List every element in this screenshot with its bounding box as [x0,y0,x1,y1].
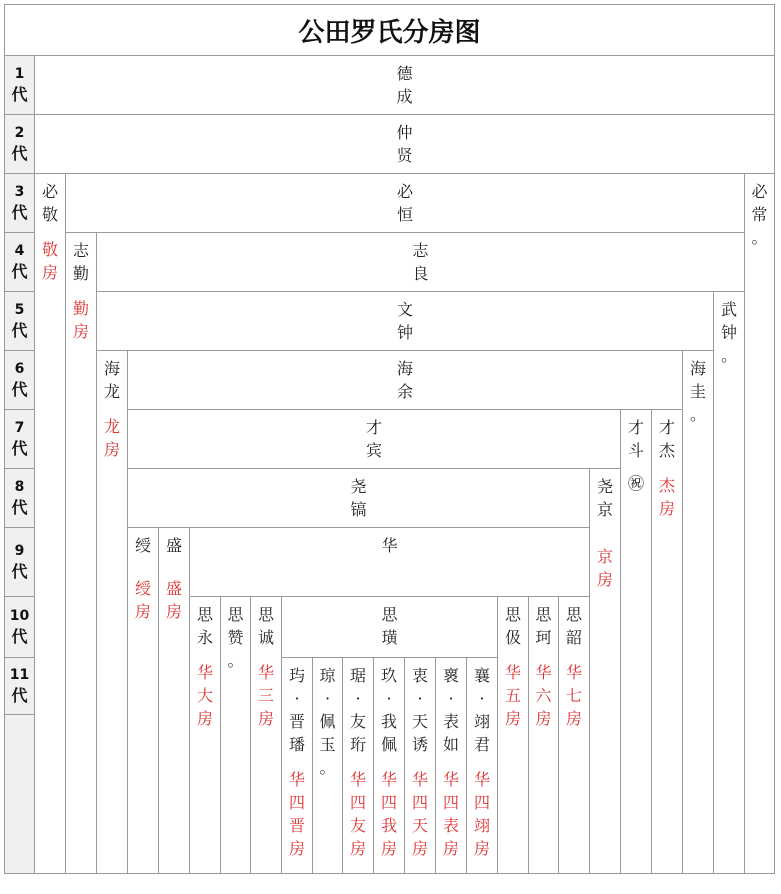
person-sheng [158,527,190,874]
generation-10 [4,596,35,658]
person-g11-6 [435,657,467,874]
person-name: 尧 镐 [350,477,367,519]
generation-unit: 代 [11,203,28,222]
person-name: 志 勤 [72,241,89,283]
person-wenzhong [96,291,714,351]
person-name: 玙 · 晋 璠 [288,666,305,754]
generation-unit: 代 [11,85,28,104]
person-name: 才 杰 [658,418,675,460]
person-name: 襄 · 翊 君 [473,666,490,754]
person-sicheng [250,596,282,874]
person-name: 琼 · 佩 玉 [319,666,336,754]
generation-2 [4,114,35,174]
generation-unit: 代 [11,686,28,705]
generation-4 [4,232,35,292]
generation-number: 6 [14,361,25,377]
branch-label: 勤 房 [72,299,89,341]
person-name: 海 余 [396,359,413,401]
person-zhiqin [65,232,97,874]
person-name: 才 宾 [365,418,382,460]
generation-column-filler [4,714,35,874]
generation-unit: 代 [11,498,28,517]
branch-label: 华 四 我 房 [380,770,397,858]
person-zhiliang [96,232,745,292]
person-name: 必 恒 [396,182,413,224]
person-name: 尧 京 [596,477,613,519]
person-bichang [744,173,775,874]
person-decheng [34,55,775,115]
branch-label: 华 四 晋 房 [288,770,305,858]
person-name: 仲 贤 [396,123,413,165]
generation-6 [4,350,35,410]
branch-label: 华 三 房 [257,663,274,728]
person-siji [281,596,498,658]
branch-label: 华 五 房 [504,663,521,728]
generation-unit: 代 [11,144,28,163]
person-name: 华 [381,536,398,555]
branch-label: 盛 房 [165,579,182,621]
person-name: 琚 · 友 珩 [349,666,366,754]
person-name: 褱 · 表 如 [442,666,459,754]
branch-label: 华 四 表 房 [442,770,459,858]
branch-label: 杰 房 [658,476,675,518]
branch-label: 华 四 天 房 [411,770,428,858]
generation-number: 1 [14,66,25,82]
person-sishao [558,596,590,874]
person-name: 必 敬 [41,182,58,224]
person-hua [189,527,590,597]
person-biheng [65,173,745,233]
branch-label: 龙 房 [103,417,120,459]
generation-unit: 代 [11,562,28,581]
note-mark: ㊗ [627,474,644,493]
person-name: 才 斗 [627,418,644,460]
branch-label: 华 六 房 [535,663,552,728]
person-wuzhong [713,291,745,874]
generation-number: 10 [9,608,30,624]
person-g11-2 [312,657,343,874]
generation-unit: 代 [11,439,28,458]
person-name: 必 常 [751,182,768,224]
generation-8 [4,468,35,528]
generation-7 [4,409,35,469]
person-name: 思 珂 [535,605,552,647]
person-haigui [682,350,714,874]
branch-label: 京 房 [596,547,613,589]
note-mark: 。 [227,651,244,670]
person-sike [528,596,559,874]
person-caibin [127,409,621,469]
note-mark: 。 [751,228,768,247]
person-name: 思 永 [196,605,213,647]
chart-title [4,4,775,56]
person-name: 绶 [134,536,151,555]
person-name: 玖 · 我 佩 [380,666,397,754]
generation-number: 11 [9,667,30,683]
person-name: 思 赞 [227,605,244,647]
note-mark: 。 [689,405,706,424]
generation-unit: 代 [11,380,28,399]
person-g11-7 [466,657,498,874]
person-g11-4 [373,657,405,874]
generation-1 [4,55,35,115]
generation-number: 5 [14,302,25,318]
person-name: 德 成 [396,64,413,106]
person-yaogao [127,468,590,528]
branch-label: 华 大 房 [196,663,213,728]
person-name: 盛 [165,536,182,555]
person-caijie [651,409,683,874]
person-sizan [220,596,251,874]
title-text: 公田罗氏分房图 [298,17,481,48]
person-name: 衷 · 天 诱 [411,666,428,754]
person-siji2 [497,596,529,874]
person-yaojing [589,468,621,874]
person-caidou [620,409,652,874]
generation-number: 3 [14,184,25,200]
person-haiyu [127,350,683,410]
note-mark: 。 [319,758,336,777]
person-name: 思 璜 [381,605,398,647]
person-name: 思 伋 [504,605,521,647]
person-bijing [34,173,66,874]
person-g11-5 [404,657,436,874]
branch-label: 华 四 翊 房 [473,770,490,858]
branch-label: 敬 房 [41,240,58,282]
person-hailong [96,350,128,874]
person-name: 海 圭 [689,359,706,401]
person-name: 海 龙 [103,359,120,401]
person-name: 文 钟 [396,300,413,342]
person-name: 志 良 [412,241,429,283]
generation-unit: 代 [11,262,28,281]
person-name: 思 诚 [257,605,274,647]
person-name: 思 韶 [565,605,582,647]
generation-5 [4,291,35,351]
generation-number: 4 [14,243,25,259]
generation-number: 9 [14,543,25,559]
person-siyong [189,596,221,874]
generation-unit: 代 [11,321,28,340]
branch-label: 华 四 友 房 [349,770,366,858]
person-g11-1 [281,657,313,874]
person-g11-3 [342,657,374,874]
generation-11 [4,657,35,715]
branch-label: 华 七 房 [565,663,582,728]
generation-number: 7 [14,420,25,436]
generation-3 [4,173,35,233]
branch-label: 绶 房 [134,579,151,621]
generation-9 [4,527,35,597]
generation-unit: 代 [11,627,28,646]
person-name: 武 钟 [720,300,737,342]
generation-number: 2 [14,125,25,141]
person-zhongxian [34,114,775,174]
note-mark: 。 [720,346,737,365]
generation-number: 8 [14,479,25,495]
person-shou [127,527,159,874]
